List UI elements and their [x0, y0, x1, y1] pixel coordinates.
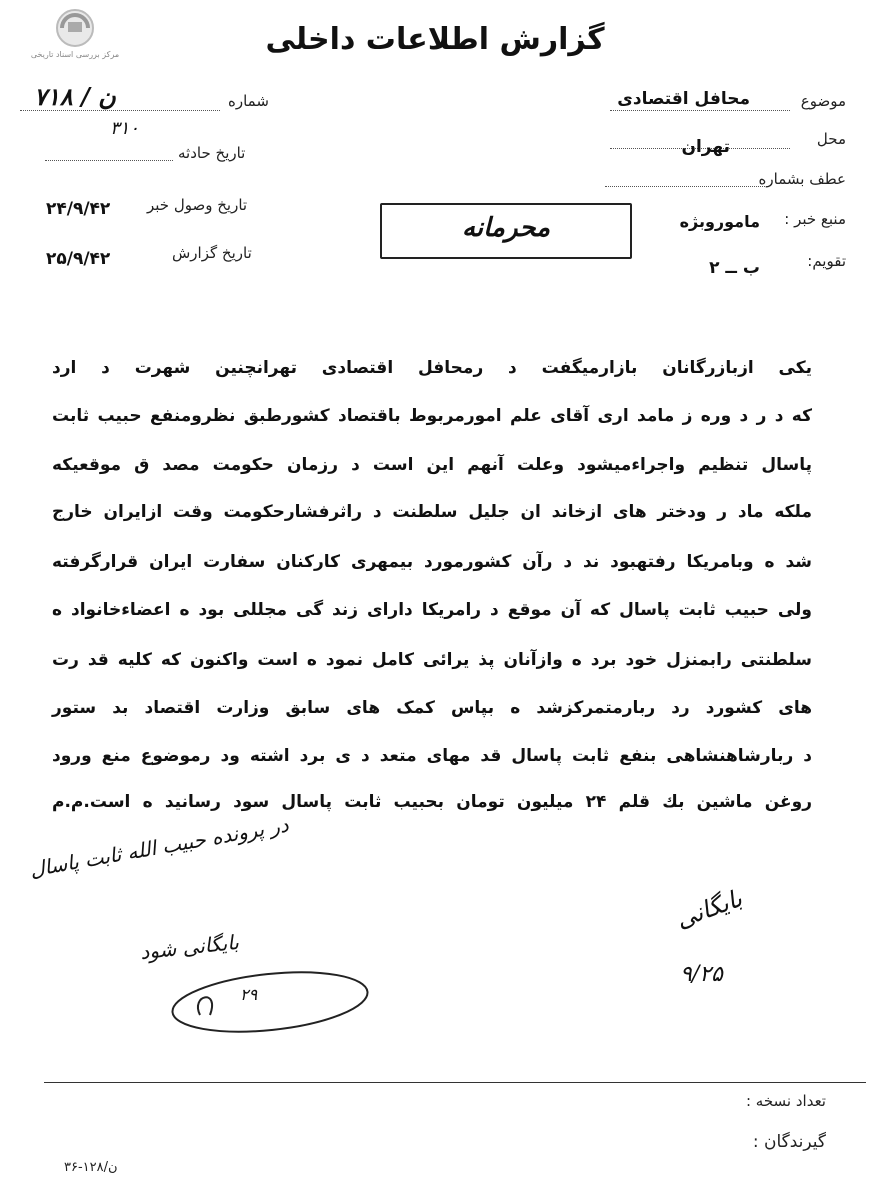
incident-date-dots	[45, 160, 173, 161]
received-date-label: تاریخ وصول خبر	[147, 196, 248, 214]
body-line: ولی حبیب ثابت پاسال که آن موقع د رامریکا دارای زند گی مجللی بود ه اعضاءخانواد ه	[52, 600, 812, 620]
number-sub: ۳۱۰	[110, 118, 140, 139]
body-line: شد ه وبامریکا رفتهبود ند د رآن کشورمورد بیمهری کارکنان سفارت ایران قرارگرفته	[52, 552, 812, 572]
signature-loop-icon	[160, 960, 380, 1040]
footer-divider	[44, 1082, 866, 1083]
report-date-label: تاریخ گزارش	[172, 244, 252, 262]
logo-caption: مرکز بررسی اسناد تاریخی	[30, 50, 120, 59]
incident-date-label: تاریخ حادثه	[178, 144, 246, 162]
rating-label: تقویم:	[807, 252, 846, 270]
handwritten-side-note: بایگانی	[672, 884, 746, 934]
body-line: یکی ازبازرگانان بازارمیگفت د رمحافل اقتصادی تهرانچنین شهرت د ارد	[52, 358, 812, 378]
stamp-text: محرمانه	[461, 213, 551, 243]
location-value: تهران	[681, 137, 730, 157]
confidential-stamp	[380, 203, 632, 259]
reference-dots	[605, 186, 765, 187]
received-date-value: ۲۴/۹/۴۲	[46, 199, 111, 219]
number-label: شماره	[228, 92, 269, 110]
handwritten-note-line1: در پرونده حبیب الله ثابت پاسال	[28, 812, 291, 882]
body-line: روغن ماشین بك قلم ۲۴ میلیون تومان بحبیب ثابت پاسال سود رسانید ه است.م.م	[52, 792, 812, 812]
subject-label: موضوع	[800, 92, 846, 110]
handwritten-note-line2: بایگانی شود	[139, 929, 240, 965]
report-date-value: ۲۵/۹/۴۲	[46, 249, 111, 269]
signature-initials: ۲۹	[240, 985, 258, 1004]
handwritten-side-date: ۹/۲۵	[680, 962, 723, 987]
page-title: گزارش اطلاعات داخلی	[265, 22, 605, 57]
recipients-label: گیرندگان :	[752, 1132, 826, 1152]
form-code: ن/۱۲۸-۳۶	[64, 1160, 118, 1175]
location-label: محل	[816, 130, 846, 148]
copies-label: تعداد نسخه :	[745, 1092, 826, 1110]
subject-value: محافل اقتصادی	[617, 89, 750, 109]
subject-dots	[610, 110, 790, 111]
reference-label: عطف بشماره	[758, 170, 846, 188]
source-label: منبع خبر :	[784, 210, 846, 228]
source-value: ماموروبژه	[679, 212, 760, 231]
body-line: های کشورد رد ربارمتمرکزشد ه بپاس کمک های سابق وزارت اقتصاد بد ستور	[52, 698, 812, 718]
body-line: که د ر د وره ز مامد اری آقای علم امورمربوط باقتصاد کشورطبق نظرومنفع حبیب ثابت	[52, 406, 812, 426]
body-line: پاسال تنظیم واجراءمیشود وعلت آنهم این است د رزمان حکومت مصد ق موقعیکه	[52, 455, 812, 475]
body-line: د ربارشاهنشاهی بنفع ثابت پاسال قد مهای متعد د ی برد اشته ود رموضوع منع ورود	[52, 746, 812, 766]
number-value: ۷۱۸ / ن	[34, 82, 116, 111]
body-line: ملکه ماد ر ودختر های ازخاند ان جلیل سلطنت د راثرفشارحکومت وقت ازایران خارج	[52, 502, 812, 522]
body-line: سلطنتی رابمنزل خود برد ه وازآنان پذ یرائی کامل نمود ه است واکنون که کلیه قد رت	[52, 650, 812, 670]
rating-value: ب ــ ۲	[709, 258, 760, 278]
